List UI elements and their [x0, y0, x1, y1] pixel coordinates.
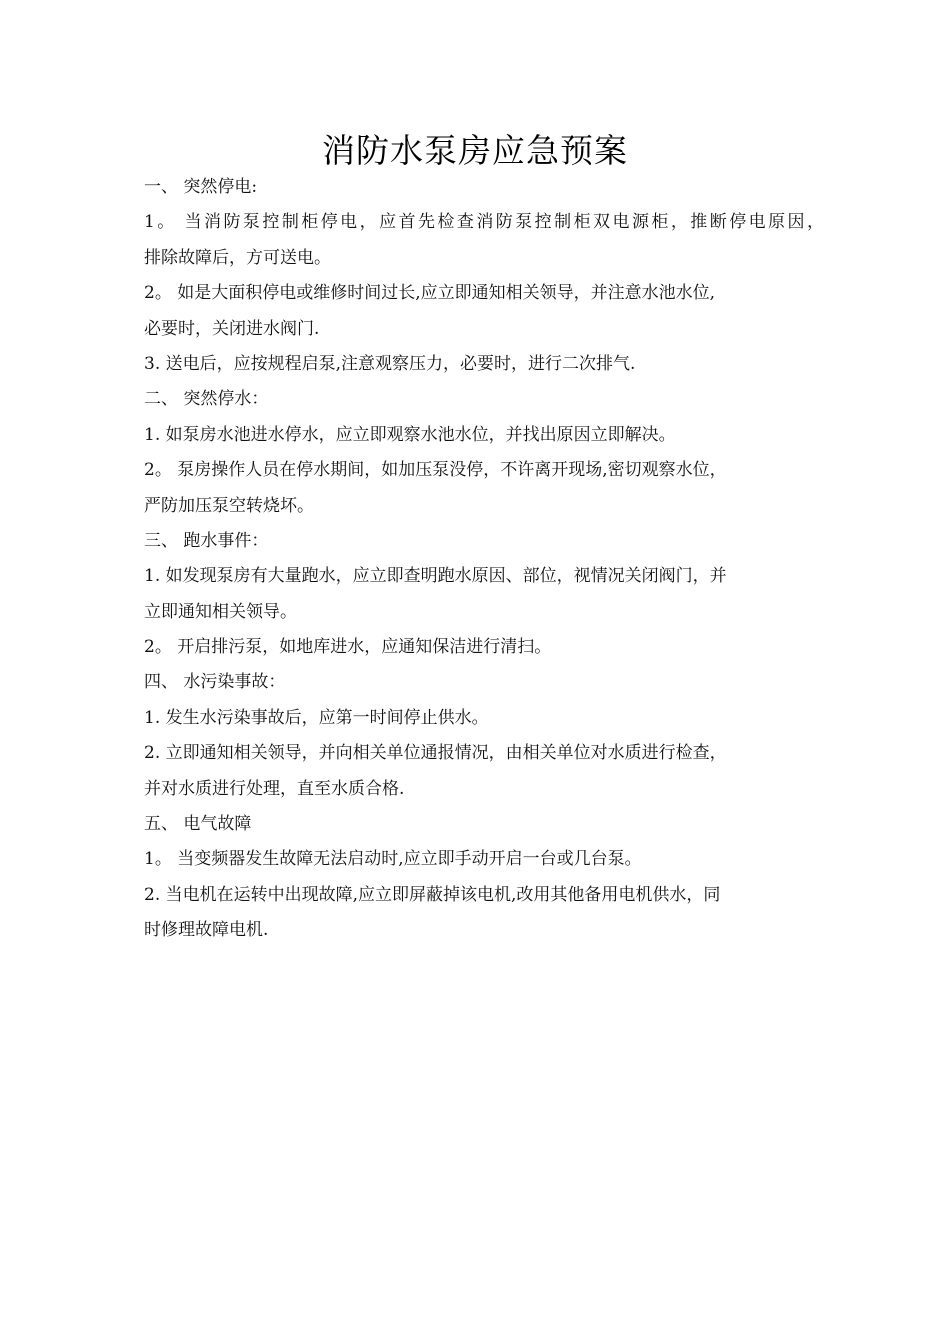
paragraph-line: 1。 当消防泵控制柜停电，应首先检查消防泵控制柜双电源柜，推断停电原因，: [144, 212, 824, 233]
paragraph-line: 排除故障后，方可送电。: [144, 247, 331, 268]
paragraph-line: 3. 送电后，应按规程启泵,注意观察压力，必要时，进行二次排气.: [144, 353, 636, 374]
paragraph-line: 立即通知相关领导。: [144, 601, 297, 622]
paragraph-line: 并对水质进行处理，直至水质合格.: [144, 778, 405, 799]
paragraph-line: 必要时，关闭进水阀门.: [144, 318, 320, 339]
section-heading-power-outage: 一、 突然停电:: [144, 177, 258, 197]
paragraph-line: 2。 泵房操作人员在停水期间，如加压泵没停，不许离开现场,密切观察水位，: [144, 460, 727, 481]
paragraph-line: 时修理故障电机.: [144, 920, 269, 941]
document-body: [144, 170, 824, 949]
section-heading-electrical-fault: 五、 电气故障: [144, 814, 252, 835]
paragraph-line: 1. 如发现泵房有大量跑水，应立即查明跑水原因、部位，视情况关闭阀门，并: [144, 566, 727, 587]
document-title: 消防水泵房应急预案: [322, 131, 628, 170]
paragraph-line: 2。 如是大面积停电或维修时间过长,应立即通知相关领导，并注意水池水位,: [144, 283, 716, 304]
paragraph-line: 严防加压泵空转烧坏。: [144, 495, 314, 516]
paragraph-line: 2. 立即通知相关领导，并向相关单位通报情况，由相关单位对水质进行检查，: [144, 743, 727, 764]
paragraph-line: 1。 当变频器发生故障无法启动时,应立即手动开启一台或几台泵。: [144, 849, 642, 870]
section-heading-water-outage: 二、 突然停水：: [144, 389, 269, 410]
section-heading-water-pollution: 四、 水污染事故：: [144, 672, 286, 693]
paragraph-line: 1. 发生水污染事故后，应第一时间停止供水。: [144, 707, 489, 728]
paragraph-line: 2。 开启排污泵，如地库进水，应通知保洁进行清扫。: [144, 637, 552, 658]
paragraph-line: 2. 当电机在运转中出现故障,应立即屏蔽掉该电机,改用其他备用电机供水，同: [144, 884, 721, 905]
section-heading-water-leak: 三、 跑水事件：: [144, 530, 269, 551]
paragraph-line: 1. 如泵房水池进水停水，应立即观察水池水位，并找出原因立即解决。: [144, 424, 676, 445]
